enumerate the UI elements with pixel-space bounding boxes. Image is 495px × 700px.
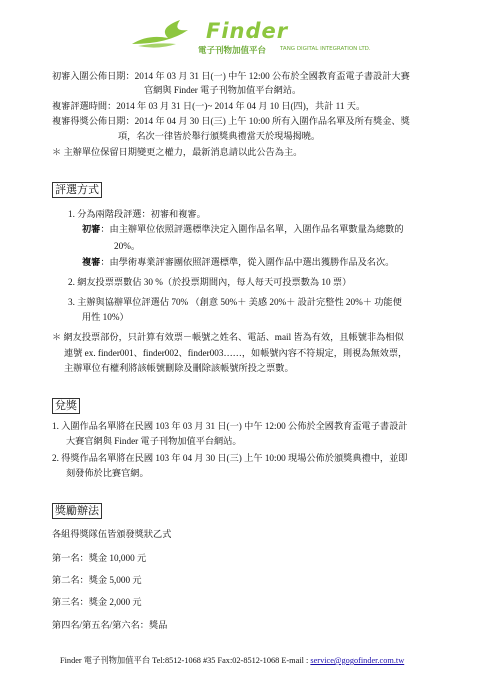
intro-line-3: 複審評選時間：2014 年 03 月 31 日(一)~ 2014 年 04 月 10 日(四)，共計 11 天。 [52,101,366,111]
preliminary-text: ：由主辦單位依照評選標準決定入圍作品名單，入圍作品名單數量為總數的 [100,224,404,234]
evaluation-note-1: ＊ 網友投票部份，只計算有效票－帳號之姓名、電話、mail 皆為有效，且帳號非為相似 [52,332,404,342]
evaluation-note-2: 連號 ex. finder001、finder002、finder003……，如帳號內容不符規定，則視為無效票， [64,348,408,358]
evaluation-item-1a [82,223,404,235]
redemption-item-1: 1. 入圍作品名單將在民國 103 年 03 月 31 日(一) 中午 12:00 公佈於全國教育盃電子書設計 [52,421,408,431]
label-preliminary: 初審 [82,224,101,234]
redemption-item-2: 2. 得獎作品名單將在民國 103 年 04 月 30 日(三) 上午 10:00 現場公佈於頒獎典禮中，並即 [52,453,408,463]
logo-chinese-name: 電子刊物加值平台 [198,46,267,56]
footer-text: Finder 電子刊物加值平台 Tel:8512-1068 #35 Fax:02-8512-1068 E-mail : [60,656,311,665]
award-third-place: 第三名：獎金 2,000 元 [52,597,142,607]
evaluation-item-1a-cont: 20%。 [114,241,141,251]
logo-name: Finder [206,19,289,43]
intro-line-1: 初審入圍公佈日期：2014 年 03 月 31 日(一) 中午 12:00 公布於全國教育盃電子書設計大賽 [52,71,410,81]
intro-line-5: 項，名次一律皆於舉行頒獎典禮當天於現場揭曉。 [118,131,321,141]
awards-intro: 各組得獎隊伍皆頒發獎狀乙式 [52,529,172,539]
evaluation-item-2: 2. 網友投票票數佔 30 %（於投票期間內，每人每天可投票數為 10 票） [68,277,352,287]
redemption-item-1-cont: 大賽官網與 Finder 電子刊物加值平台網站。 [66,436,242,446]
intro-line-2: 官網與 Finder 電子刊物加值平台網站。 [144,85,302,95]
header-logo [128,14,388,54]
evaluation-note-3: 主辦單位有權利將該帳號刪除及刪除該帳號所投之票數。 [64,363,294,373]
evaluation-item-1b [82,256,394,268]
evaluation-item-3: 3. 主辦與協辦單位評選佔 70% （創意 50%＋ 美感 20%＋ 設計完整性 20%＋ 功能便 [68,297,402,307]
footer-contact [60,654,404,666]
label-final: 複審 [82,257,101,267]
section-heading-redemption: 兌獎 [52,398,80,414]
finder-logo-icon [128,14,198,54]
redemption-item-2-cont: 刻發佈於比賽官網。 [66,468,149,478]
evaluation-item-3-cont: 用性 10%） [82,312,129,322]
logo-english-name: TANG DIGITAL INTEGRATION LTD. [280,46,371,52]
section-heading-evaluation: 評選方式 [52,182,102,198]
award-first-place: 第一名：獎金 10,000 元 [52,553,147,563]
intro-note: ＊ 主辦單位保留日期變更之權力，最新消息請以此公告為主。 [52,147,303,157]
award-second-place: 第二名：獎金 5,000 元 [52,575,142,585]
award-other-places: 第四名/第五名/第六名：獎品 [52,620,168,630]
final-text: ：由學術專業評審團依照評選標準，從入圍作品中選出獲勝作品及名次。 [100,257,395,267]
footer-email-link[interactable]: service@gogofinder.com.tw [310,656,405,665]
evaluation-item-1: 1. 分為兩階段評選：初審和複審。 [68,209,206,219]
intro-line-4: 複審得獎公佈日期：2014 年 04 月 30 日(三) 上午 10:00 所有入圍作品名單及所有獎金、獎 [52,116,410,126]
section-heading-awards: 獎勵辦法 [52,503,102,519]
